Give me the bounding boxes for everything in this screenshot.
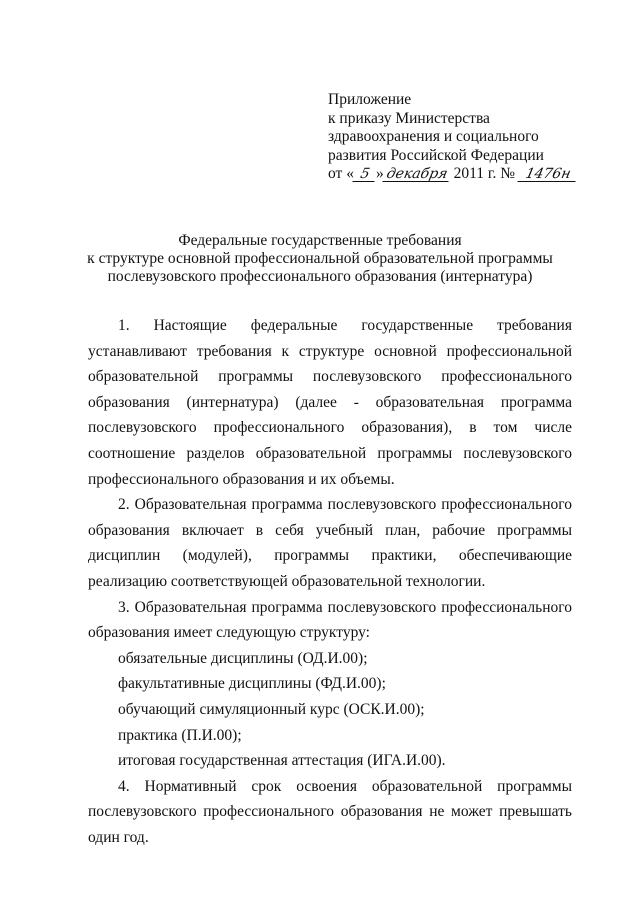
paragraph-3: 3. Образовательная программа послевузовского профессионального образования имеет следующую структуру:	[88, 598, 572, 642]
appendix-line: Приложение	[328, 91, 412, 108]
title-line: послевузовского профессионального образования (интернатура)	[107, 268, 533, 285]
date-year: 2011 г. №	[453, 165, 516, 182]
paragraph-2: 2. Образовательная программа послевузовского профессионального образования включает в себя учебный план, рабочие программы дисциплин (модулей), программы практики, обеспечивающие реализацию соответствующей образовательной технологии.	[88, 496, 572, 590]
title-line: к структуре основной профессиональной образовательной программы	[87, 250, 553, 267]
handwritten-day: 5	[352, 167, 377, 182]
handwritten-month: декабря	[382, 167, 451, 182]
structure-item: факультативные дисциплины (ФД.И.00);	[118, 675, 386, 693]
appendix-block	[328, 91, 628, 184]
paragraph-1: 1. Настоящие федеральные государственные требования устанавливают требования к структуре основной профессиональной образовательной программы послевузовского профессионального образования (интернатура) (далее - образовательная программа послевузовского профессионального образования), в том числе соотношение разделов образовательной программы послевузовского профессионального образования и их объемы.	[88, 317, 572, 488]
structure-item: обязательные дисциплины (ОД.И.00);	[118, 649, 368, 667]
handwritten-order-number: 1476н	[517, 167, 578, 182]
document-body	[88, 313, 572, 850]
structure-item: практика (П.И.00);	[118, 726, 242, 744]
appendix-line: развития Российской Федерации	[328, 146, 544, 164]
structure-item: обучающий симуляционный курс (ОСК.И.00);	[118, 700, 425, 718]
appendix-line: здравоохранения и социального	[328, 128, 539, 145]
paragraph-4: 4. Нормативный срок освоения образовательной программы послевузовского профессионального образования не может превышать один год.	[88, 777, 572, 846]
title-line: Федеральные государственные требования	[178, 232, 462, 249]
document-title	[60, 232, 580, 286]
structure-item: итоговая государственная аттестация (ИГА.И.00).	[118, 752, 446, 770]
order-date-line	[328, 165, 628, 184]
appendix-line: к приказу Министерства	[328, 109, 490, 127]
date-mid: »	[375, 165, 384, 182]
date-prefix: от «	[328, 165, 354, 182]
